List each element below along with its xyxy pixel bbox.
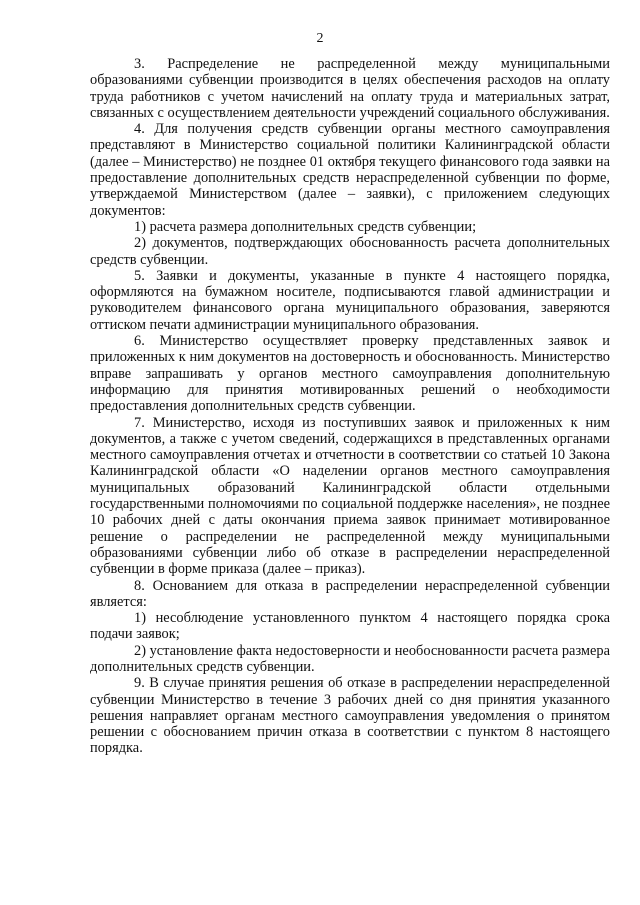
paragraph-subitem-8-2: 2) установление факта недостоверности и необоснованности расчета размера дополнительных средств субвенции.	[90, 642, 610, 675]
paragraph-item-6: 6. Министерство осуществляет проверку представленных заявок и приложенных к ним документов на достоверность и обоснованность. Министерство вправе запрашивать у органов местного самоуправления дополнительную информацию для принятия мотивированных решений о необходимости предоставления дополнительных средств субвенции.	[90, 333, 610, 415]
paragraph-item-5: 5. Заявки и документы, указанные в пункте 4 настоящего порядка, оформляются на бумажном носителе, подписываются главой администрации и руководителем финансового органа муниципального образования, заверяются оттиском печати администрации муниципального образования.	[90, 267, 610, 333]
paragraph-subitem-4-1: 1) расчета размера дополнительных средств субвенции;	[134, 218, 477, 235]
paragraph-subitem-8-1: 1) несоблюдение установленного пунктом 4 настоящего порядка срока подачи заявок;	[90, 610, 610, 643]
page-number: 2	[316, 31, 324, 46]
document-body	[90, 56, 610, 757]
paragraph-item-4: 4. Для получения средств субвенции органы местного самоуправления представляют в Министерство социальной политики Калининградской области (далее – Министерство) не позднее 01 октября текущего финансового года заявки на предоставление дополнительных средств нераспределенной субвенции по форме, утверждаемой Министерством (далее – заявки), с приложением следующих документов:	[90, 121, 610, 219]
paragraph-item-8: 8. Основанием для отказа в распределении нераспределенной субвенции является:	[90, 577, 610, 610]
paragraph-subitem-4-2: 2) документов, подтверждающих обоснованность расчета дополнительных средств субвенции.	[90, 235, 610, 268]
paragraph-item-9: 9. В случае принятия решения об отказе в распределении нераспределенной субвенции Министерство в течение 3 рабочих дней со дня принятия указанного решения направляет органам местного самоуправления уведомления о принятом решении с обоснованием причин отказа в соответствии с пунктом 8 настоящего порядка.	[90, 675, 610, 757]
paragraph-item-3: 3. Распределение не распределенной между муниципальными образованиями субвенции производится в целях обеспечения расходов на оплату труда работников с учетом начислений на оплату труда и материальных затрат, связанных с осуществлением деятельности учреждений социального обслуживания.	[90, 56, 610, 121]
paragraph-item-7: 7. Министерство, исходя из поступивших заявок и приложенных к ним документов, а также с учетом сведений, содержащихся в представленных органами местного самоуправления отчетах и отчетности в соответствии со статьей 10 Закона Калининградской области «О наделении органов местного самоуправления муниципальных образований Калининградской области отдельными государственными полномочиями по социальной поддержке населения», не позднее 10 рабочих дней с даты окончания приема заявок принимает мотивированное решение о распределении не распределенной между муниципальными образованиями субвенции либо об отказе в распределении нераспределенной субвенции в форме приказа (далее – приказ).	[90, 414, 610, 578]
